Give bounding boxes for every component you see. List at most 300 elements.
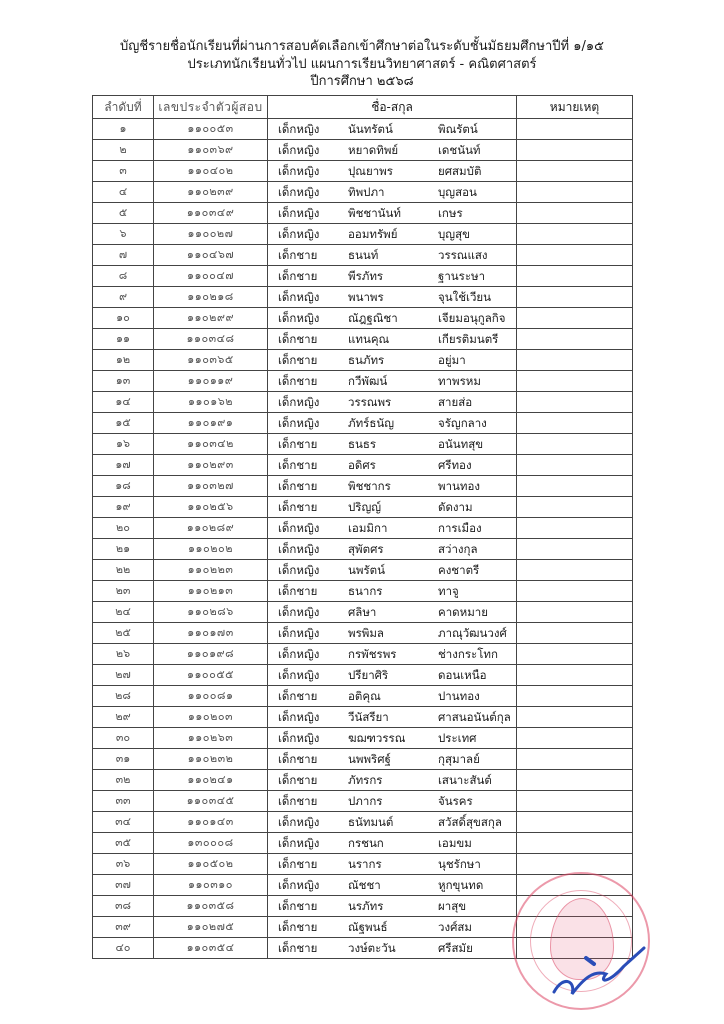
last-name: ดอนเหนือ <box>438 668 487 682</box>
row-full-name <box>268 665 517 686</box>
name-prefix: เด็กชาย <box>278 437 318 451</box>
last-name: สวัสดิ์สุขสกุล <box>438 815 502 829</box>
row-remarks <box>517 623 633 644</box>
row-remarks <box>517 749 633 770</box>
last-name: จรัญกลาง <box>438 416 487 430</box>
row-full-name <box>268 476 517 497</box>
row-remarks <box>517 728 633 749</box>
name-prefix: เด็กหญิง <box>278 626 320 640</box>
row-remarks <box>517 350 633 371</box>
row-full-name <box>268 938 517 959</box>
row-remarks <box>517 434 633 455</box>
row-order: ๓๕ <box>93 833 154 854</box>
table-row <box>93 287 633 308</box>
table-row <box>93 728 633 749</box>
row-full-name <box>268 707 517 728</box>
last-name: หูกขุนทด <box>438 878 484 892</box>
row-exam-id: ๑๑๐๓๔๘ <box>154 329 268 350</box>
row-remarks <box>517 455 633 476</box>
name-prefix: เด็กชาย <box>278 794 318 808</box>
row-order: ๖ <box>93 224 154 245</box>
last-name: ประเทศ <box>438 731 477 745</box>
name-prefix: เด็กชาย <box>278 500 318 514</box>
table-row <box>93 140 633 161</box>
row-exam-id: ๑๑๐๒๓๙ <box>154 182 268 203</box>
table-row <box>93 455 633 476</box>
row-remarks <box>517 182 633 203</box>
row-full-name <box>268 371 517 392</box>
row-exam-id: ๑๑๐๒๐๓ <box>154 707 268 728</box>
row-order: ๕ <box>93 203 154 224</box>
table-row <box>93 182 633 203</box>
last-name: สว่างกุล <box>438 542 478 556</box>
first-name: ณัฐพนธ์ <box>348 920 388 934</box>
first-name: ภัทรกร <box>348 773 383 787</box>
last-name: จันรคร <box>438 794 473 808</box>
document-subtitle: ประเภทนักเรียนทั่วไป แผนการเรียนวิทยาศาสตร์ - คณิตศาสตร์ <box>187 56 537 72</box>
last-name: ช่างกระโทก <box>438 647 498 661</box>
row-exam-id: ๑๑๐๒๓๒ <box>154 749 268 770</box>
row-order: ๓๒ <box>93 770 154 791</box>
table-row <box>93 665 633 686</box>
row-exam-id: ๑๑๐๒๐๒ <box>154 539 268 560</box>
row-order: ๓๐ <box>93 728 154 749</box>
first-name: อดิศร <box>348 458 376 472</box>
name-prefix: เด็กหญิง <box>278 143 320 157</box>
school-seal-stamp <box>512 872 650 1010</box>
first-name: ณัฎฐณิชา <box>348 311 398 325</box>
row-order: ๓๙ <box>93 917 154 938</box>
row-full-name <box>268 812 517 833</box>
row-order: ๒๑ <box>93 539 154 560</box>
row-order: ๑๕ <box>93 413 154 434</box>
name-prefix: เด็กหญิง <box>278 311 320 325</box>
row-order: ๒๓ <box>93 581 154 602</box>
name-prefix: เด็กชาย <box>278 374 318 388</box>
first-name: แทนคุณ <box>348 332 390 346</box>
row-exam-id: ๑๑๐๒๑๘ <box>154 287 268 308</box>
row-order: ๑๙ <box>93 497 154 518</box>
first-name: พิชชากร <box>348 479 391 493</box>
name-prefix: เด็กหญิง <box>278 563 320 577</box>
first-name: นพรัตน์ <box>348 563 385 577</box>
table-row <box>93 539 633 560</box>
last-name: ศรีทอง <box>438 458 472 472</box>
last-name: บุญสุข <box>438 227 470 241</box>
first-name: ณัชชา <box>348 878 381 892</box>
last-name: พิณรัตน์ <box>438 122 478 136</box>
row-remarks <box>517 329 633 350</box>
row-remarks <box>517 203 633 224</box>
row-order: ๒ <box>93 140 154 161</box>
name-prefix: เด็กชาย <box>278 458 318 472</box>
first-name: ธนัทมนต์ <box>348 815 394 829</box>
row-remarks <box>517 287 633 308</box>
row-exam-id: ๑๑๐๐๕๕ <box>154 665 268 686</box>
last-name: ดัดงาม <box>438 500 473 514</box>
row-exam-id: ๑๑๐๒๖๓ <box>154 728 268 749</box>
row-exam-id: ๑๑๐๑๙๘ <box>154 644 268 665</box>
row-full-name <box>268 308 517 329</box>
row-order: ๔ <box>93 182 154 203</box>
row-full-name <box>268 581 517 602</box>
row-exam-id: ๑๑๐๔๐๒ <box>154 161 268 182</box>
first-name: ธนนท์ <box>348 248 379 262</box>
row-order: ๓๘ <box>93 896 154 917</box>
row-remarks <box>517 644 633 665</box>
row-order: ๑๖ <box>93 434 154 455</box>
row-full-name <box>268 896 517 917</box>
row-order: ๒๐ <box>93 518 154 539</box>
table-row <box>93 833 633 854</box>
row-full-name <box>268 119 517 140</box>
row-remarks <box>517 497 633 518</box>
first-name: สุพัตศร <box>348 542 384 556</box>
row-order: ๑๘ <box>93 476 154 497</box>
row-exam-id: ๑๑๐๒๕๖ <box>154 497 268 518</box>
name-prefix: เด็กชาย <box>278 269 318 283</box>
row-exam-id: ๑๑๐๑๗๓ <box>154 623 268 644</box>
row-full-name <box>268 644 517 665</box>
row-full-name <box>268 728 517 749</box>
last-name: กุสุมาลย์ <box>438 752 480 766</box>
row-full-name <box>268 917 517 938</box>
last-name: การเมือง <box>438 521 482 535</box>
row-order: ๓ <box>93 161 154 182</box>
first-name: ธนภัทร <box>348 353 385 367</box>
row-full-name <box>268 602 517 623</box>
row-order: ๙ <box>93 287 154 308</box>
row-remarks <box>517 539 633 560</box>
row-exam-id: ๑๑๐๑๔๓ <box>154 812 268 833</box>
document-header <box>0 38 724 91</box>
first-name: นันทรัตน์ <box>348 122 393 136</box>
row-full-name <box>268 245 517 266</box>
table-row <box>93 476 633 497</box>
row-order: ๒๒ <box>93 560 154 581</box>
table-row <box>93 518 633 539</box>
row-order: ๑๑ <box>93 329 154 350</box>
name-prefix: เด็กหญิง <box>278 395 320 409</box>
first-name: ธนธร <box>348 437 377 451</box>
table-row <box>93 224 633 245</box>
row-order: ๒๔ <box>93 602 154 623</box>
table-row <box>93 434 633 455</box>
row-order: ๒๗ <box>93 665 154 686</box>
row-exam-id: ๑๑๐๓๖๕ <box>154 350 268 371</box>
table-row <box>93 266 633 287</box>
document-title: บัญชีรายชื่อนักเรียนที่ผ่านการสอบคัดเลือกเข้าศึกษาต่อในระดับชั้นมัธยมศึกษาปีที่ ๑/๑๕ <box>120 39 604 54</box>
table-row <box>93 203 633 224</box>
name-prefix: เด็กหญิง <box>278 206 320 220</box>
table-row <box>93 749 633 770</box>
row-full-name <box>268 518 517 539</box>
row-remarks <box>517 476 633 497</box>
row-exam-id: ๑๑๐๒๗๕ <box>154 917 268 938</box>
row-remarks <box>517 518 633 539</box>
row-exam-id: ๑๑๐๑๖๒ <box>154 392 268 413</box>
row-remarks <box>517 770 633 791</box>
row-order: ๘ <box>93 266 154 287</box>
row-remarks <box>517 560 633 581</box>
first-name: นรภัทร <box>348 899 384 913</box>
row-exam-id: ๑๑๐๔๖๗ <box>154 245 268 266</box>
table-row <box>93 644 633 665</box>
table-row <box>93 707 633 728</box>
row-remarks <box>517 161 633 182</box>
name-prefix: เด็กหญิง <box>278 122 320 136</box>
row-order: ๑๒ <box>93 350 154 371</box>
row-remarks <box>517 707 633 728</box>
first-name: ปภากร <box>348 794 383 808</box>
last-name: เจียมอนุกูลกิจ <box>438 311 506 325</box>
first-name: ปุณยาพร <box>348 164 393 178</box>
first-name: หยาดทิพย์ <box>348 143 399 157</box>
last-name: อยู่มา <box>438 353 466 367</box>
table-row <box>93 350 633 371</box>
first-name: ปรียาศิริ <box>348 668 389 682</box>
row-full-name <box>268 833 517 854</box>
row-remarks <box>517 791 633 812</box>
name-prefix: เด็กหญิง <box>278 605 320 619</box>
row-remarks <box>517 413 633 434</box>
row-remarks <box>517 119 633 140</box>
first-name: กวีพัฒน์ <box>348 374 388 388</box>
name-prefix: เด็กชาย <box>278 752 318 766</box>
table-row <box>93 791 633 812</box>
table-row <box>93 392 633 413</box>
last-name: นุชรักษา <box>438 857 481 871</box>
name-prefix: เด็กหญิง <box>278 185 320 199</box>
last-name: วงศ์สม <box>438 920 472 934</box>
row-full-name <box>268 140 517 161</box>
column-header-remarks: หมายเหตุ <box>517 96 633 119</box>
first-name: กรพัชรพร <box>348 647 397 661</box>
first-name: เอมมิกา <box>348 521 388 535</box>
row-exam-id: ๑๑๐๒๒๓ <box>154 560 268 581</box>
name-prefix: เด็กชาย <box>278 248 318 262</box>
table-body <box>93 119 633 959</box>
first-name: ปริญญ์ <box>348 500 382 514</box>
table-row <box>93 413 633 434</box>
row-remarks <box>517 581 633 602</box>
table-row <box>93 854 633 875</box>
row-full-name <box>268 455 517 476</box>
row-full-name <box>268 266 517 287</box>
signature-icon <box>514 874 652 1012</box>
row-full-name <box>268 329 517 350</box>
row-full-name <box>268 182 517 203</box>
row-remarks <box>517 665 633 686</box>
row-order: ๓๖ <box>93 854 154 875</box>
table-row <box>93 581 633 602</box>
last-name: สายส่อ <box>438 395 473 409</box>
last-name: ทาจู <box>438 584 459 598</box>
row-exam-id: ๑๑๐๑๑๙ <box>154 371 268 392</box>
first-name: พิชชานันท์ <box>348 206 401 220</box>
row-exam-id: ๑๑๐๐๒๗ <box>154 224 268 245</box>
first-name: ภัทร์ธนัญ <box>348 416 395 430</box>
row-exam-id: ๑๑๐๓๔๙ <box>154 203 268 224</box>
row-remarks <box>517 602 633 623</box>
name-prefix: เด็กหญิง <box>278 542 320 556</box>
table-row <box>93 623 633 644</box>
last-name: เอมขม <box>438 836 472 850</box>
first-name: พรพิมล <box>348 626 384 640</box>
row-exam-id: ๑๑๐๓๒๗ <box>154 476 268 497</box>
row-order: ๒๕ <box>93 623 154 644</box>
row-order: ๑ <box>93 119 154 140</box>
row-full-name <box>268 434 517 455</box>
row-remarks <box>517 686 633 707</box>
last-name: ศรีสมัย <box>438 941 473 955</box>
row-full-name <box>268 287 517 308</box>
row-exam-id: ๑๑๐๒๙๙ <box>154 308 268 329</box>
name-prefix: เด็กชาย <box>278 353 318 367</box>
row-exam-id: ๑๑๐๒๘๙ <box>154 518 268 539</box>
row-exam-id: ๑๑๐๐๘๑ <box>154 686 268 707</box>
row-full-name <box>268 539 517 560</box>
row-exam-id: ๑๑๐๒๔๑ <box>154 770 268 791</box>
last-name: ผาสุข <box>438 899 467 913</box>
table-row <box>93 308 633 329</box>
row-order: ๑๗ <box>93 455 154 476</box>
row-exam-id: ๑๑๐๓๕๘ <box>154 896 268 917</box>
row-full-name <box>268 749 517 770</box>
column-header-exam-id: เลขประจำตัวผู้สอบ <box>154 96 268 119</box>
first-name: พีรภัทร <box>348 269 384 283</box>
row-full-name <box>268 497 517 518</box>
last-name: บุญสอน <box>438 185 477 199</box>
last-name: วรรณแสง <box>438 248 488 262</box>
row-order: ๑๓ <box>93 371 154 392</box>
first-name: ธนากร <box>348 584 383 598</box>
last-name: อนันทสุข <box>438 437 484 451</box>
last-name: พานทอง <box>438 479 481 493</box>
first-name: วีนัสรียา <box>348 710 389 724</box>
row-exam-id: ๑๑๐๐๕๓ <box>154 119 268 140</box>
table-header-row <box>93 96 633 119</box>
first-name: ศลิษา <box>348 605 377 619</box>
row-remarks <box>517 245 633 266</box>
table-row <box>93 770 633 791</box>
last-name: เกียรติมนตรี <box>438 332 499 346</box>
name-prefix: เด็กชาย <box>278 857 318 871</box>
row-remarks <box>517 392 633 413</box>
row-full-name <box>268 392 517 413</box>
column-header-name: ชื่อ-สกุล <box>268 96 517 119</box>
first-name: นพพริศฐ์ <box>348 752 391 766</box>
row-order: ๓๔ <box>93 812 154 833</box>
row-remarks <box>517 371 633 392</box>
first-name: ฆฌฑวรรณ <box>348 731 406 745</box>
table-row <box>93 560 633 581</box>
table-row <box>93 119 633 140</box>
row-remarks <box>517 308 633 329</box>
row-full-name <box>268 350 517 371</box>
last-name: ศาสนอนันต์กุล <box>438 710 511 724</box>
row-order: ๓๑ <box>93 749 154 770</box>
name-prefix: เด็กหญิง <box>278 521 320 535</box>
row-full-name <box>268 203 517 224</box>
row-exam-id: ๑๑๐๓๔๕ <box>154 791 268 812</box>
column-header-order: ลำดับที่ <box>93 96 154 119</box>
table-row <box>93 686 633 707</box>
row-order: ๓๓ <box>93 791 154 812</box>
table-row <box>93 329 633 350</box>
row-remarks <box>517 266 633 287</box>
name-prefix: เด็กชาย <box>278 899 318 913</box>
name-prefix: เด็กหญิง <box>278 836 320 850</box>
last-name: คงชาตรี <box>438 563 480 577</box>
name-prefix: เด็กชาย <box>278 584 318 598</box>
row-exam-id: ๑๑๐๓๑๐ <box>154 875 268 896</box>
last-name: เกษร <box>438 206 463 220</box>
last-name: ทาพรหม <box>438 374 481 388</box>
row-order: ๑๔ <box>93 392 154 413</box>
first-name: พนาพร <box>348 290 384 304</box>
last-name: จุนใช้เวียน <box>438 290 492 304</box>
student-roster-table <box>92 95 633 959</box>
name-prefix: เด็กชาย <box>278 479 318 493</box>
row-exam-id: ๑๑๐๓๕๔ <box>154 938 268 959</box>
row-full-name <box>268 560 517 581</box>
name-prefix: เด็กหญิง <box>278 290 320 304</box>
row-remarks <box>517 224 633 245</box>
table-row <box>93 602 633 623</box>
first-name: นรากร <box>348 857 382 871</box>
name-prefix: เด็กชาย <box>278 941 318 955</box>
first-name: อติคุณ <box>348 689 381 703</box>
row-exam-id: ๑๑๐๒๘๖ <box>154 602 268 623</box>
name-prefix: เด็กหญิง <box>278 731 320 745</box>
table-row <box>93 161 633 182</box>
table-row <box>93 497 633 518</box>
name-prefix: เด็กชาย <box>278 920 318 934</box>
row-order: ๒๖ <box>93 644 154 665</box>
row-order: ๒๘ <box>93 686 154 707</box>
last-name: ยศสมบัติ <box>438 164 482 178</box>
name-prefix: เด็กหญิง <box>278 815 320 829</box>
first-name: ทิพปภา <box>348 185 385 199</box>
name-prefix: เด็กชาย <box>278 332 318 346</box>
last-name: เสนาะสันต์ <box>438 773 492 787</box>
row-full-name <box>268 770 517 791</box>
row-exam-id: ๑๓๐๐๐๘ <box>154 833 268 854</box>
table-row <box>93 812 633 833</box>
name-prefix: เด็กชาย <box>278 689 318 703</box>
row-order: ๑๐ <box>93 308 154 329</box>
name-prefix: เด็กหญิง <box>278 710 320 724</box>
row-remarks <box>517 833 633 854</box>
last-name: ภาณุวัฒนวงศ์ <box>438 626 507 640</box>
row-exam-id: ๑๑๐๓๖๙ <box>154 140 268 161</box>
row-exam-id: ๑๑๐๐๔๗ <box>154 266 268 287</box>
row-order: ๔๐ <box>93 938 154 959</box>
table-row <box>93 245 633 266</box>
row-full-name <box>268 161 517 182</box>
row-remarks <box>517 812 633 833</box>
row-full-name <box>268 224 517 245</box>
last-name: เดชนันท์ <box>438 143 481 157</box>
last-name: ปานทอง <box>438 689 480 703</box>
first-name: วงษ์ตะวัน <box>348 941 396 955</box>
name-prefix: เด็กชาย <box>278 773 318 787</box>
name-prefix: เด็กหญิง <box>278 227 320 241</box>
first-name: กรชนก <box>348 836 384 850</box>
name-prefix: เด็กหญิง <box>278 416 320 430</box>
name-prefix: เด็กหญิง <box>278 668 320 682</box>
